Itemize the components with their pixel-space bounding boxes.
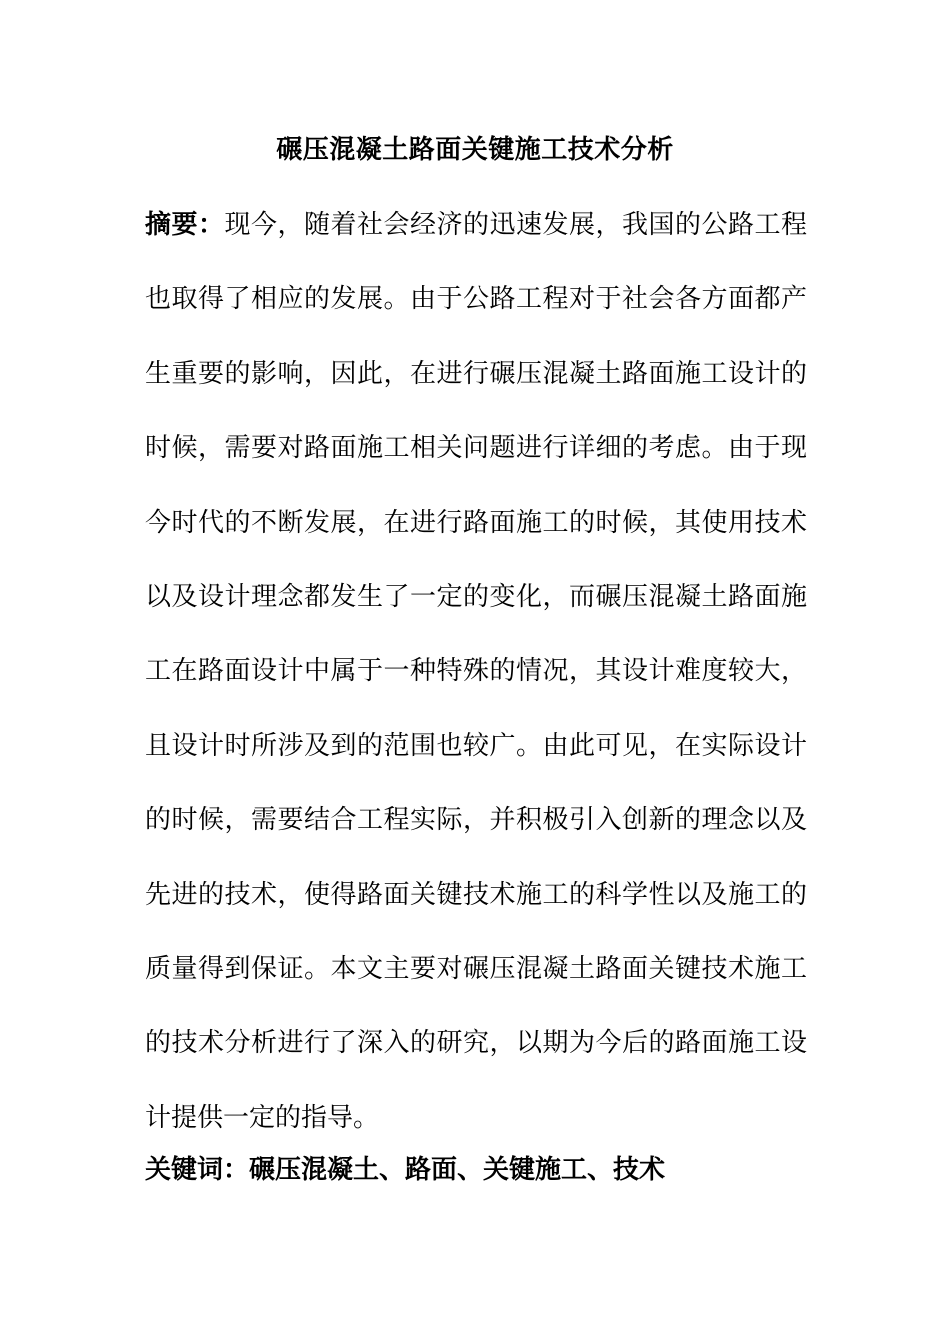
abstract-text: 现今，随着社会经济的迅速发展，我国的公路工程也取得了相应的发展。由于公路工程对于社会各方面都产生重要的影响，因此，在进行碾压混凝土路面施工设计的时候，需要对路面施工相关问题进行详细的考虑。由于现今时代的不断发展，在进行路面施工的时候，其使用技术以及设计理念都发生了一定的变化，而碾压混凝土路面施工在路面设计中属于一种特殊的情况，其设计难度较大，且设计时所涉及到的范围也较广。由此可见，在实际设计的时候，需要结合工程实际，并积极引入创新的理念以及先进的技术，使得路面关键技术施工的科学性以及施工的质量得到保证。本文主要对碾压混凝土路面关键技术施工的技术分析进行了深入的研究，以期为今后的路面施工设计提供一定的指导。 — [145, 210, 807, 1133]
abstract-label: 摘要： — [145, 210, 225, 240]
document-title: 碾压混凝土路面关键施工技术分析 — [276, 135, 674, 165]
keywords-text: 碾压混凝土、路面、关键施工、技术 — [249, 1155, 666, 1185]
keywords-line — [145, 1148, 807, 1192]
keywords-label: 关键词： — [145, 1155, 250, 1185]
abstract-paragraph — [145, 188, 807, 1155]
